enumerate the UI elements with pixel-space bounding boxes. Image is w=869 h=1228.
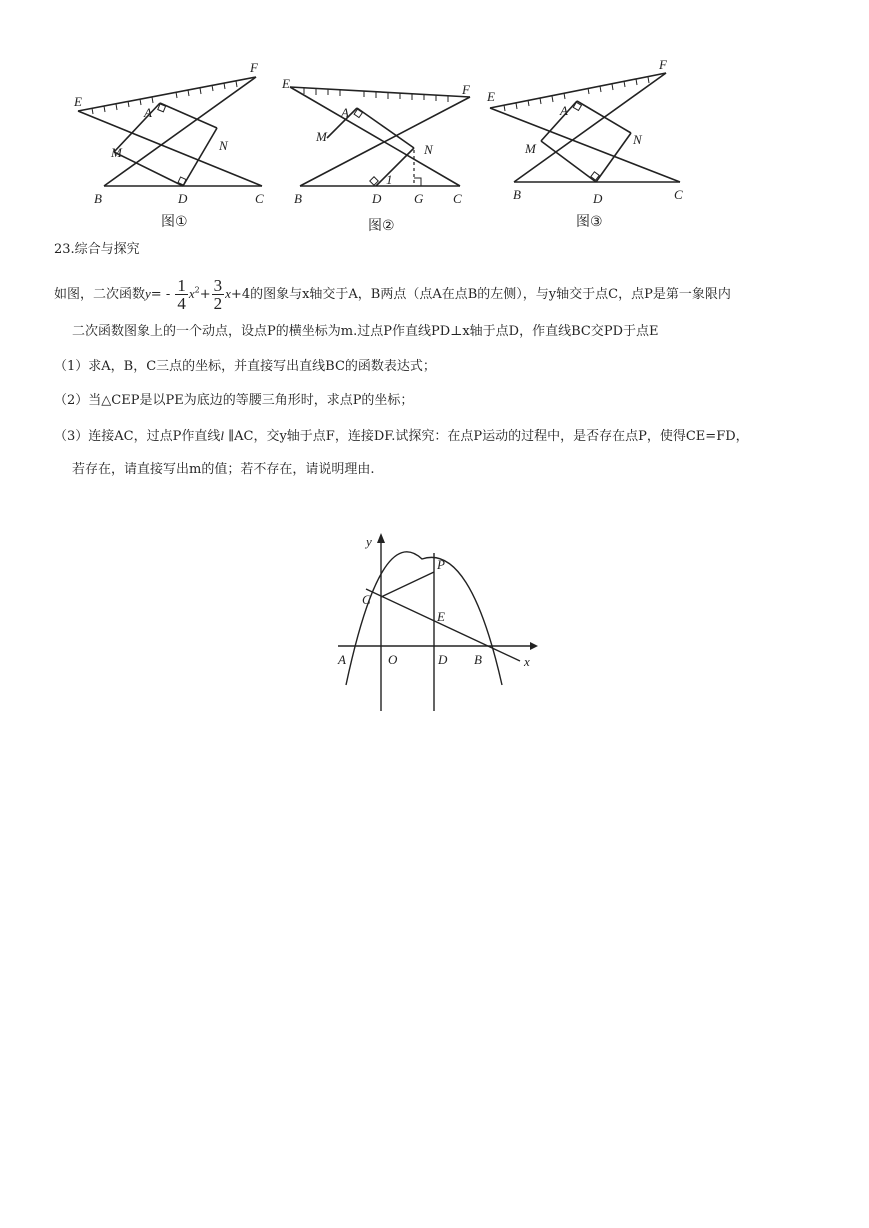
question-1: （1）求A，B，C三点的坐标，并直接写出直线BC的函数表达式； <box>54 359 436 374</box>
fig1-label-E: E <box>74 94 82 109</box>
fig3-label-A: A <box>560 103 568 118</box>
label-O: O <box>388 652 398 667</box>
fig3-label-N: N <box>633 132 642 147</box>
intro-before: 如图，二次函数 <box>54 287 146 302</box>
fig2-label-B: B <box>294 191 302 206</box>
line-cp <box>381 572 434 597</box>
fig2-label-D: D <box>372 191 382 206</box>
figure-3 <box>490 73 680 182</box>
fig3-label-B: B <box>513 187 521 202</box>
fig1-label-F: F <box>250 60 258 75</box>
fig2-label-E: E <box>282 76 290 91</box>
figure-1 <box>78 77 262 186</box>
line-bc <box>366 589 520 661</box>
parabola-graph <box>330 525 540 720</box>
fraction-three-halves: $\frac{3}{2}$ <box>213 276 223 313</box>
label-y: y <box>366 534 372 549</box>
fraction-one-quarter: $\frac{1}{4}$ <box>177 276 186 313</box>
label-E: E <box>437 609 445 624</box>
fig1-label-B: B <box>94 191 102 206</box>
exponent: 2 <box>194 285 200 295</box>
fig2-label-A: A <box>341 105 349 120</box>
problem-title: 23.综合与探究 <box>54 242 140 257</box>
fig3-label-D: D <box>593 191 603 206</box>
label-B: B <box>474 652 482 667</box>
question-3-line1: （3）连接AC，过点P作直线l ∥AC，交y轴于点F，连接DF.试探究：在点P运动的过程中，是否存在点P，使得CE=FD， <box>54 428 749 444</box>
fig2-label-M: M <box>316 129 327 144</box>
x-squared: x <box>188 286 195 301</box>
intro-tail: +4的图象与x轴交于A，B两点（点A在点B的左侧），与y轴交于点C，点P是第一象限内 <box>230 287 731 302</box>
y-axis-arrow-icon <box>377 533 385 543</box>
x-axis-arrow-icon <box>530 642 538 650</box>
label-C: C <box>362 592 371 607</box>
fig2-label-F: F <box>462 82 470 97</box>
top-figures <box>0 0 869 240</box>
label-P: P <box>437 557 445 572</box>
fig1-label-C: C <box>255 191 264 206</box>
fig3-label-M: M <box>525 141 536 156</box>
label-A: A <box>338 652 346 667</box>
fig3-label-F: F <box>659 57 667 72</box>
question-3-line2: 若存在，请直接写出m的值；若不存在，请说明理由. <box>72 462 375 477</box>
fig1-label-M: M <box>111 145 122 160</box>
line-l-symbol: l <box>220 428 224 443</box>
fig2-caption: 图② <box>368 218 395 234</box>
fig3-label-C: C <box>674 187 683 202</box>
fig1-label-A: A <box>144 105 152 120</box>
fig1-caption: 图① <box>161 214 188 230</box>
label-x: x <box>524 654 530 669</box>
problem-intro-line1 <box>54 277 731 312</box>
fig3-label-E: E <box>487 89 495 104</box>
y-variable: y <box>145 286 151 301</box>
fig3-caption: 图③ <box>576 214 603 230</box>
label-D: D <box>438 652 448 667</box>
plus-sign: + <box>199 287 211 302</box>
question-2: （2）当△CEP是以PE为底边的等腰三角形时，求点P的坐标； <box>54 393 414 408</box>
equals-minus: = - <box>150 287 171 302</box>
fig1-label-N: N <box>219 138 228 153</box>
problem-intro-line2: 二次函数图象上的一个动点，设点P的横坐标为m.过点P作直线PD⊥x轴于点D，作直线BC交PD于点E <box>72 324 659 339</box>
fig1-label-D: D <box>178 191 188 206</box>
x-linear: x <box>225 286 231 301</box>
fig2-label-N: N <box>424 142 433 157</box>
fig2-label-C: C <box>453 191 462 206</box>
fig2-label-1: 1 <box>386 172 393 187</box>
fig2-label-G: G <box>414 191 424 206</box>
